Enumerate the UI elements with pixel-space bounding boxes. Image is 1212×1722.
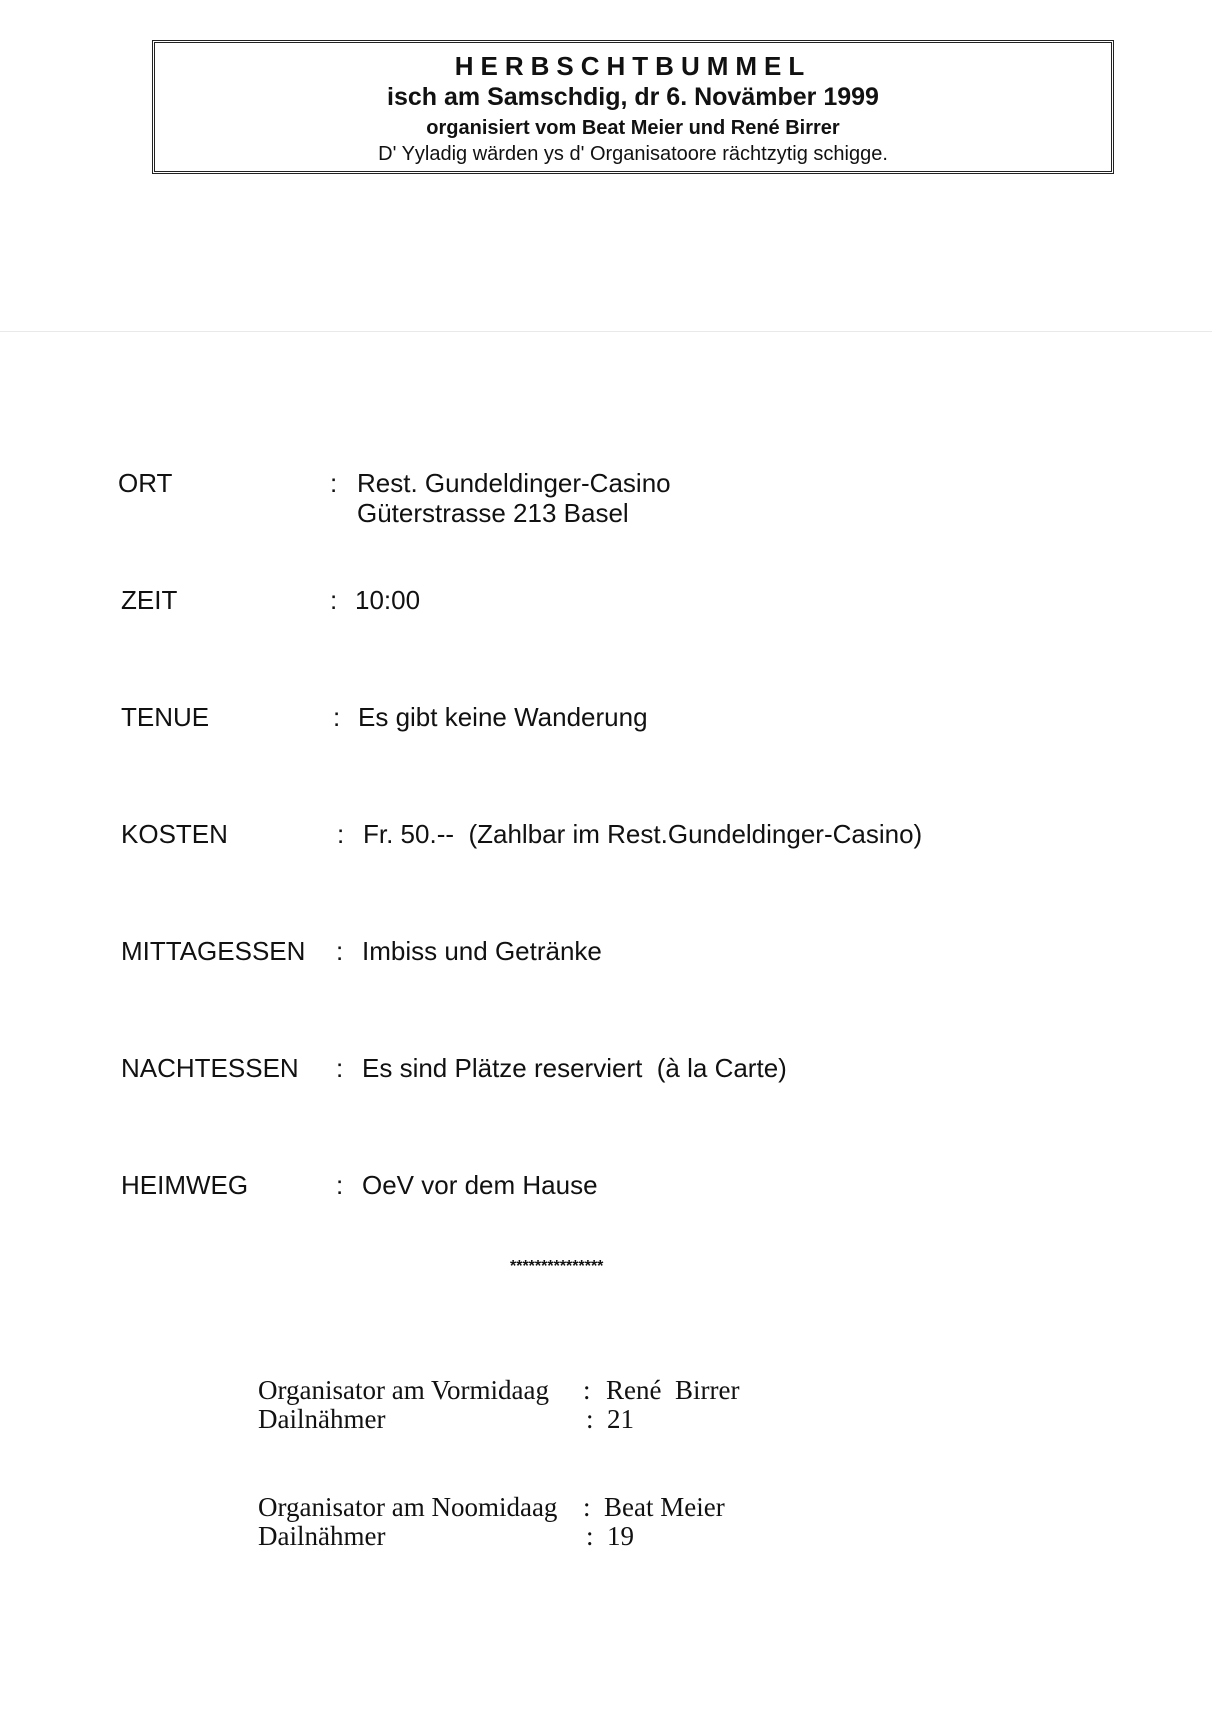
detail-colon: :: [336, 1170, 344, 1200]
detail-value-heimweg: OeV vor dem Hause: [362, 1170, 598, 1200]
event-date: isch am Samschdig, dr 6. Novämber 1999: [387, 83, 879, 111]
detail-value-ort: Rest. Gundeldinger-Casino: [357, 468, 671, 498]
detail-value-tenue: Es gibt keine Wanderung: [358, 702, 648, 732]
organizer-afternoon-colon: :: [583, 1492, 591, 1522]
detail-value-ort-address: Güterstrasse 213 Basel: [357, 498, 629, 528]
detail-label-tenue: TENUE: [121, 702, 210, 732]
event-organizers: organisiert vom Beat Meier und René Birrer: [426, 117, 840, 139]
detail-colon: :: [337, 819, 345, 849]
star-separator: ***************: [510, 1258, 604, 1275]
detail-label-kosten: KOSTEN: [121, 819, 228, 849]
organizer-morning-name: René Birrer: [606, 1375, 740, 1405]
detail-label-zeit: ZEIT: [121, 585, 178, 615]
participants-afternoon-colon: :: [586, 1521, 594, 1551]
detail-label-mittagessen: MITTAGESSEN: [121, 936, 306, 966]
detail-label-ort: ORT: [118, 468, 173, 498]
header-box: [152, 40, 1114, 174]
detail-value-nachtessen: Es sind Plätze reserviert (à la Carte): [362, 1053, 787, 1083]
participants-morning-colon: :: [586, 1404, 594, 1434]
detail-colon: :: [336, 936, 344, 966]
detail-colon: :: [330, 468, 338, 498]
participants-afternoon-count: 19: [607, 1521, 634, 1551]
detail-label-heimweg: HEIMWEG: [121, 1170, 249, 1200]
organizer-afternoon-label: Organisator am Noomidaag: [258, 1492, 558, 1522]
participants-morning-label: Dailnähmer: [258, 1404, 386, 1434]
participants-afternoon-label: Dailnähmer: [258, 1521, 386, 1551]
detail-colon: :: [333, 702, 341, 732]
detail-colon: :: [336, 1053, 344, 1083]
detail-value-zeit: 10:00: [355, 585, 421, 615]
organizer-morning-label: Organisator am Vormidaag: [258, 1375, 549, 1405]
detail-label-nachtessen: NACHTESSEN: [121, 1053, 299, 1083]
invitation-note: D' Yyladig wärden ys d' Organisatoore rächtzytig schigge.: [378, 143, 888, 165]
organizer-morning-colon: :: [583, 1375, 591, 1405]
page-divider: [0, 331, 1212, 332]
detail-value-mittagessen: Imbiss und Getränke: [362, 936, 602, 966]
event-title: HERBSCHTBUMMEL: [454, 51, 812, 81]
detail-colon: :: [330, 585, 338, 615]
detail-value-kosten: Fr. 50.-- (Zahlbar im Rest.Gundeldinger-Casino): [363, 819, 923, 849]
organizer-afternoon-name: Beat Meier: [604, 1492, 725, 1522]
participants-morning-count: 21: [607, 1404, 634, 1434]
